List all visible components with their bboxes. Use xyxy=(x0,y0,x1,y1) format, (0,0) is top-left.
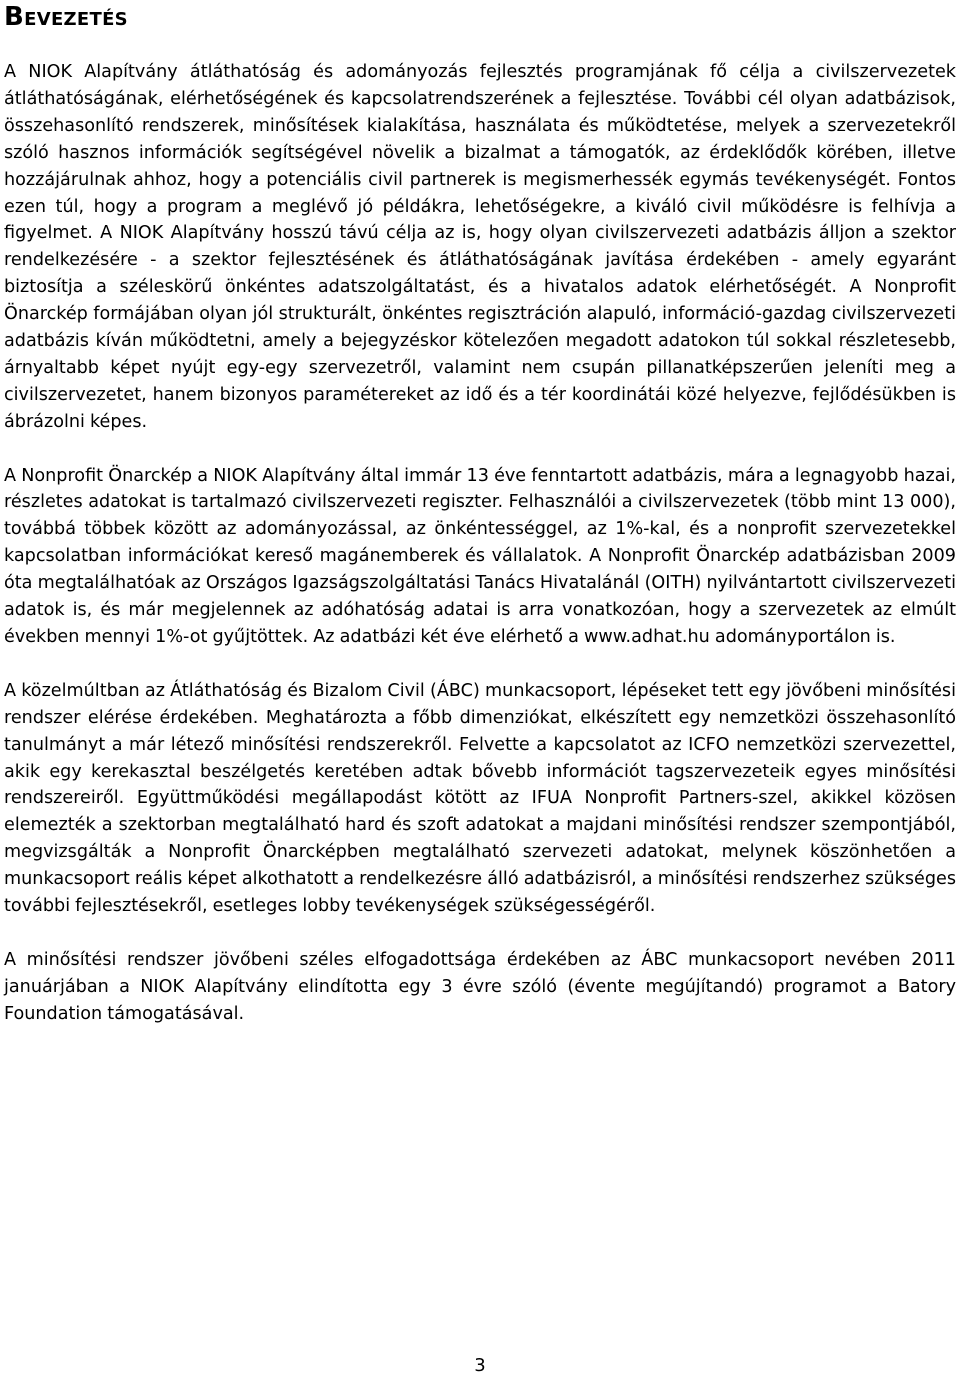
paragraph-4: A minősítési rendszer jövőbeni széles elfogadottsága érdekében az ÁBC munkacsoport nevében 2011 januárjában a NIOK Alapítvány elindította egy 3 évre szóló (évente megújítandó) programot a Batory Foundation támogatásával. xyxy=(4,949,956,1024)
page-number: 3 xyxy=(474,1355,486,1376)
paragraph-3: A közelmúltban az Átláthatóság és Bizalom Civil (ÁBC) munkacsoport, lépéseket tett egy jövőbeni minősítési rendszer elérése érdekében. Meghatározta a főbb dimenziókat, elkészített egy nemzetközi összehasonlító tanulmányt a már létező minősítési rendszerekről. Felvette a kapcsolatot az ICFO nemzetközi szervezettel, akik egy kerekasztal beszélgetés keretében adtak bővebb információt tagszervezeteik egyes minősítési rendszereiről. Együttműködési megállapodást kötött az IFUA Nonprofit Partners-szel, akikkel közösen elemezték a szektorban megtalálható hard és szoft adatokat a majdani minősítési rendszer szempontjából, megvizsgálták a Nonprofit Önarcképben megtalálható szervezeti adatokat, melynek köszönhetően a munkacsoport reális képet alkothatott a rendelkezésre álló adatbázisról, a minősítési rendszerhez szükséges további fejlesztésekről, esetleges lobby tevékenységek szükségességéről. xyxy=(4,680,956,917)
paragraph-1: A NIOK Alapítvány átláthatóság és adományozás fejlesztés programjának fő célja a civilszervezetek átláthatóságának, elérhetőségének és kapcsolatrendszerének a fejlesztése. További cél olyan adatbázisok, összehasonlító rendszerek, minősítések kialakítása, használata és működtetése, melyek a szervezetekről szóló hasznos információk segítségével növelik a bizalmat a támogatók, az érdeklődők körében, illetve hozzájárulnak ahhoz, hogy a potenciális civil partnerek is megismerhessék egymás tevékenységét. Fontos ezen túl, hogy a program a meglévő jó példákra, lehetőségekre, a kiváló civil működésre is felhívja a figyelmet. A NIOK Alapítvány hosszú távú célja az is, hogy olyan civilszervezeti adatbázis álljon a szektor rendelkezésére - a szektor fejlesztésének és átláthatóságának javítása érdekében - amely egyaránt biztosítja a széleskörű önkéntes adatszolgáltatást, és a hivatalos adatok elérhetőségét. A Nonprofit Önarckép formájában olyan jól strukturált, önkéntes regisztráción alapuló, információ-gazdag civilszervezeti adatbázis kíván működtetni, amely a bejegyzéskor kötelezően megadott adatokon túl sokkal részletesebb, árnyaltabb képet nyújt egy-egy szervezetről, valamint nem csupán pillanatképszerűen jeleníti meg a civilszervezetet, hanem bizonyos paramétereket az idő és a tér koordinátái közé helyezve, fejlődésükben is ábrázolni képes. xyxy=(4,62,956,432)
body-text xyxy=(4,59,956,1028)
paragraph-2: A Nonprofit Önarckép a NIOK Alapítvány által immár 13 éve fenntartott adatbázis, mára a legnagyobb hazai, részletes adatokat is tartalmazó civilszervezeti regiszter. Felhasználói a civilszervezetek (több mint 13 000), továbbá többek között az adományozással, az önkéntességgel, az 1%-kal, és a nonprofit szervezetekkel kapcsolatban információkat kereső magánemberek és vállalatok. A Nonprofit Önarckép adatbázisban 2009 óta megtalálhatóak az Országos Igazságszolgáltatási Tanács Hivatalánál (OITH) nyilvántartott civilszervezeti adatok is, és már megjelennek az adóhatóság adatai is arra vonatkozóan, hogy a szervezetek az elmúlt években mennyi 1%-ot gyűjtöttek. Az adatbázi két éve elérhető a www.adhat.hu adományportálon is. xyxy=(4,465,956,648)
section-title: Bevezetés xyxy=(4,2,128,32)
